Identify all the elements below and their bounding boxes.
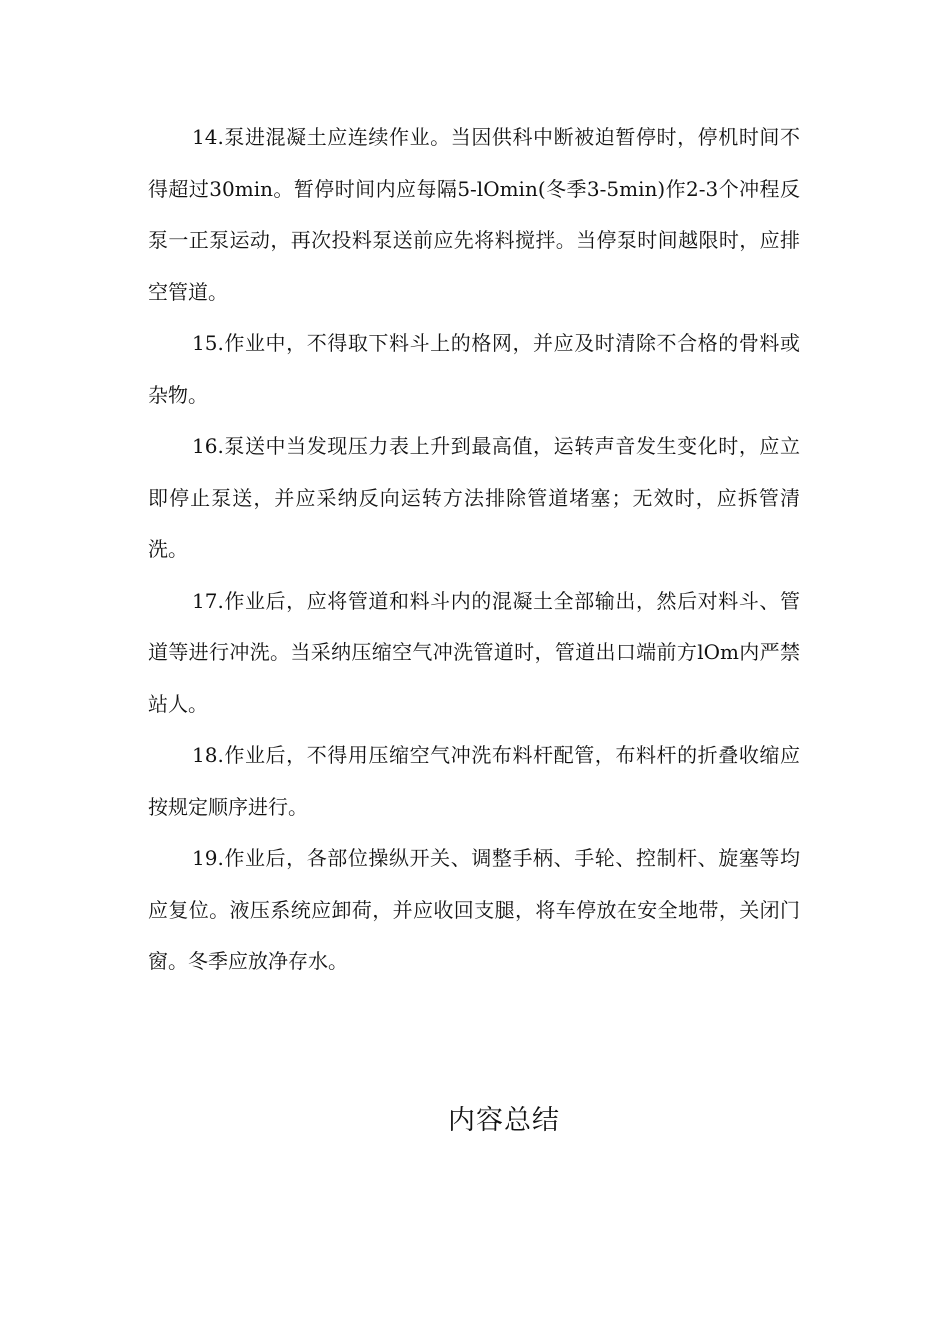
summary-title: 内容总结: [448, 1105, 560, 1136]
paragraph-15: 15.作业中，不得取下料斗上的格网，并应及时清除不合格的骨料或杂物。: [148, 331, 800, 407]
paragraph-19: 19.作业后，各部位操纵开关、调整手柄、手轮、控制杆、旋塞等均应复位。液压系统应卸荷，并应收回支腿，将车停放在安全地带，关闭门窗。冬季应放净存水。: [148, 846, 800, 973]
paragraph-18: 18.作业后，不得用压缩空气冲洗布料杆配管，布料杆的折叠收缩应按规定顺序进行。: [148, 743, 800, 819]
paragraph-16: 16.泵送中当发现压力表上升到最高值，运转声音发生变化时，应立即停止泵送，并应采纳反向运转方法排除管道堵塞；无效时，应拆管清洗。: [148, 434, 800, 561]
body-text: [148, 112, 800, 988]
paragraph-17: 17.作业后，应将管道和料斗内的混凝土全部输出，然后对料斗、管道等进行冲洗。当采纳压缩空气冲洗管道时，管道出口端前方lOm内严禁站人。: [148, 588, 800, 716]
paragraph-14: 14.泵进混凝土应连续作业。当因供科中断被迫暂停时，停机时间不得超过30min。暂停时间内应每隔5-lOmin(冬季3-5min)作2-3个冲程反泵一正泵运动，再次投料泵送前应先将料搅拌。当停泵时间越限时，应排空管道。: [148, 125, 800, 304]
